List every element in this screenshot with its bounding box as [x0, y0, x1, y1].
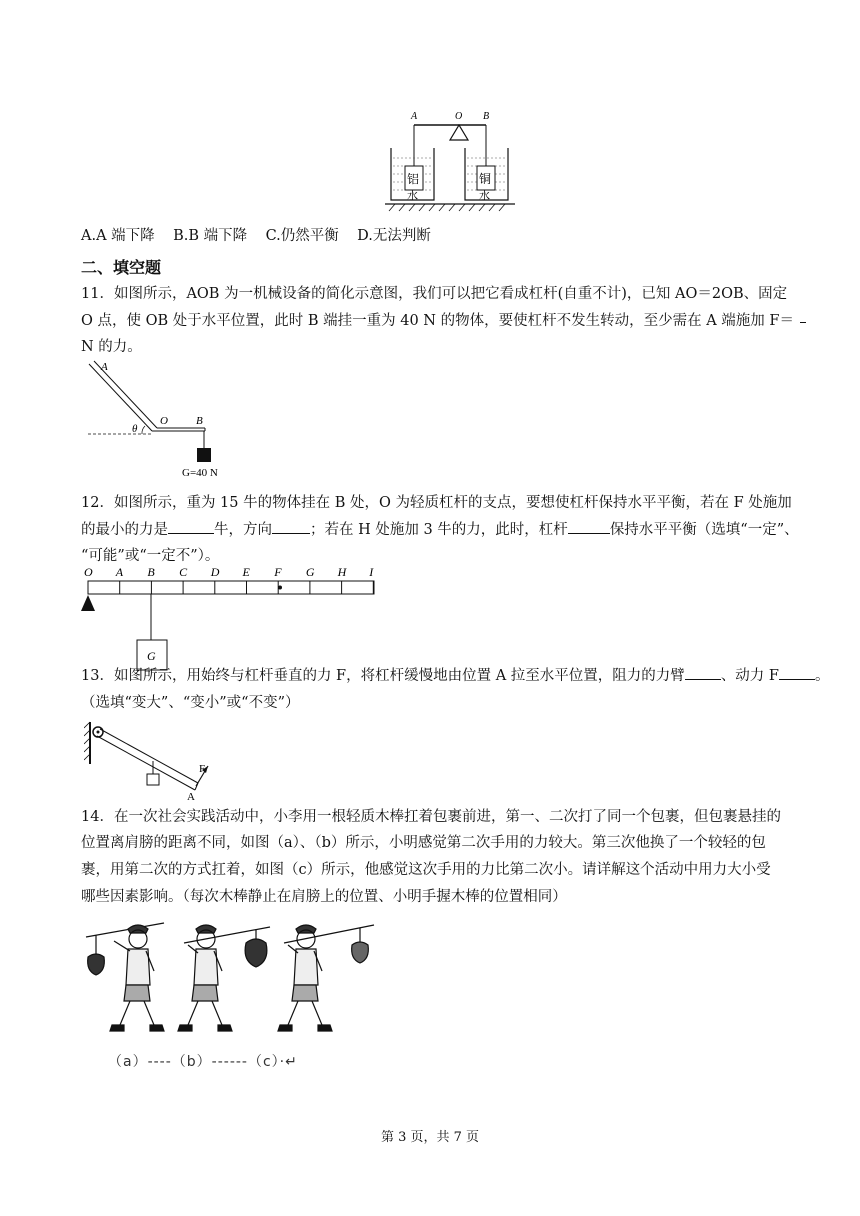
q12-text-a: 的最小的力是: [81, 522, 168, 538]
q11-line3: N 的力。: [81, 339, 142, 355]
q13-text-a: 13．如图所示，用始终与杠杆垂直的力 F，将杠杆缓慢地由位置 A 拉至水平位置，阻力的力臂: [81, 668, 685, 684]
right-water-label: 水: [479, 190, 490, 202]
label-b: B: [483, 111, 490, 122]
point-label-i: I: [369, 565, 374, 579]
q11-line2: O 点，使 OB 处于水平位置，此时 B 端挂一重为 40 N 的物体，要使杠杆不发生转动，至少需在 A 端施加 F＝: [81, 313, 794, 329]
q10-options: A.A 端下降 B.B 端下降 C.仍然平衡 D.无法判断: [81, 228, 431, 244]
label-o: O: [455, 111, 463, 122]
point-label-c: C: [179, 565, 188, 579]
q13-blank-2: [779, 665, 815, 680]
q12-blank-2: [272, 519, 310, 534]
figure-q12-lever: [78, 562, 388, 676]
q12-line3: “可能”或“一定不”）。: [81, 548, 220, 564]
label-a: A: [411, 111, 418, 122]
section-title: 二、填空题: [81, 258, 162, 277]
label-f: F: [199, 763, 206, 775]
figure-q11-lever: [80, 358, 260, 482]
q14-line4: 哪些因素影响。（每次木棒静止在肩膀上的位置、小明手握木棒的位置相同）: [81, 889, 567, 905]
right-block-label: 铜: [479, 172, 492, 186]
figure-q10-balance: [385, 108, 515, 212]
point-label-o: O: [84, 565, 93, 579]
point-label-f: F: [274, 565, 282, 579]
label-b: B: [196, 415, 203, 427]
figure-q14-carrying: [84, 915, 384, 1043]
q11-line1: 11．如图所示，AOB 为一机械设备的简化示意图，我们可以把它看成杠杆(自重不计)，已知 AO＝2OB、固定: [81, 286, 788, 302]
q14-figure-caption: （a）----（b）------（c）·↵: [108, 1054, 298, 1070]
figure-q13-lever: [84, 720, 224, 806]
left-block-label: 铝: [407, 172, 420, 186]
point-label-e: E: [242, 565, 250, 579]
q13-line2: （选填“变大”、“变小”或“不变”）: [81, 695, 300, 711]
q11-blank: [800, 318, 806, 323]
weight-label: G: [147, 649, 156, 663]
q14-line2: 位置离肩膀的距离不同，如图（a）、（b）所示，小明感觉第二次手用的力较大。第三次他换了一个较轻的包: [81, 835, 766, 851]
person-b: [178, 925, 270, 1031]
q12-text-c: ；若在 H 处施加 3 牛的力，此时，杠杆: [310, 522, 568, 538]
q12-line1: 12．如图所示，重为 15 牛的物体挂在 B 处，O 为轻质杠杆的支点，要想使杠杆保持水平平衡，若在 F 处施加: [81, 495, 792, 511]
q12-text-d: 保持水平平衡（选填“一定”、: [609, 522, 799, 538]
q12-blank-3: [568, 519, 610, 534]
point-label-b: B: [147, 565, 155, 579]
q14-line3: 裹，用第二次的方式扛着，如图（c）所示，他感觉这次手用的力比第二次小。请详解这个活动中用力大小受: [81, 862, 771, 878]
q13-text-c: 。: [814, 668, 830, 684]
label-a: A: [101, 361, 108, 373]
q12-text-b: 牛，方向: [214, 522, 272, 538]
label-weight: G=40 N: [182, 467, 218, 479]
label-o: O: [160, 415, 168, 427]
q13-text-b: 、动力 F: [720, 668, 779, 684]
label-a: A: [187, 791, 195, 803]
left-water-label: 水: [407, 190, 418, 202]
point-label-h: H: [337, 565, 347, 579]
point-label-d: D: [210, 565, 220, 579]
q13-blank-1: [685, 665, 721, 680]
q13-line1: [81, 663, 829, 690]
label-theta: θ: [132, 423, 138, 435]
q14-line1: 14．在一次社会实践活动中，小李用一根轻质木棒扛着包裹前进，第一、二次打了同一个包裹，但包裹悬挂的: [81, 809, 781, 825]
point-label-g: G: [305, 565, 315, 579]
page-footer: 第 3 页，共 7 页: [380, 1130, 480, 1145]
q12-blank-1: [168, 519, 214, 534]
q12-line2: [81, 517, 799, 544]
point-label-a: A: [115, 565, 124, 579]
person-a: [86, 923, 164, 1031]
person-c: [278, 925, 374, 1031]
